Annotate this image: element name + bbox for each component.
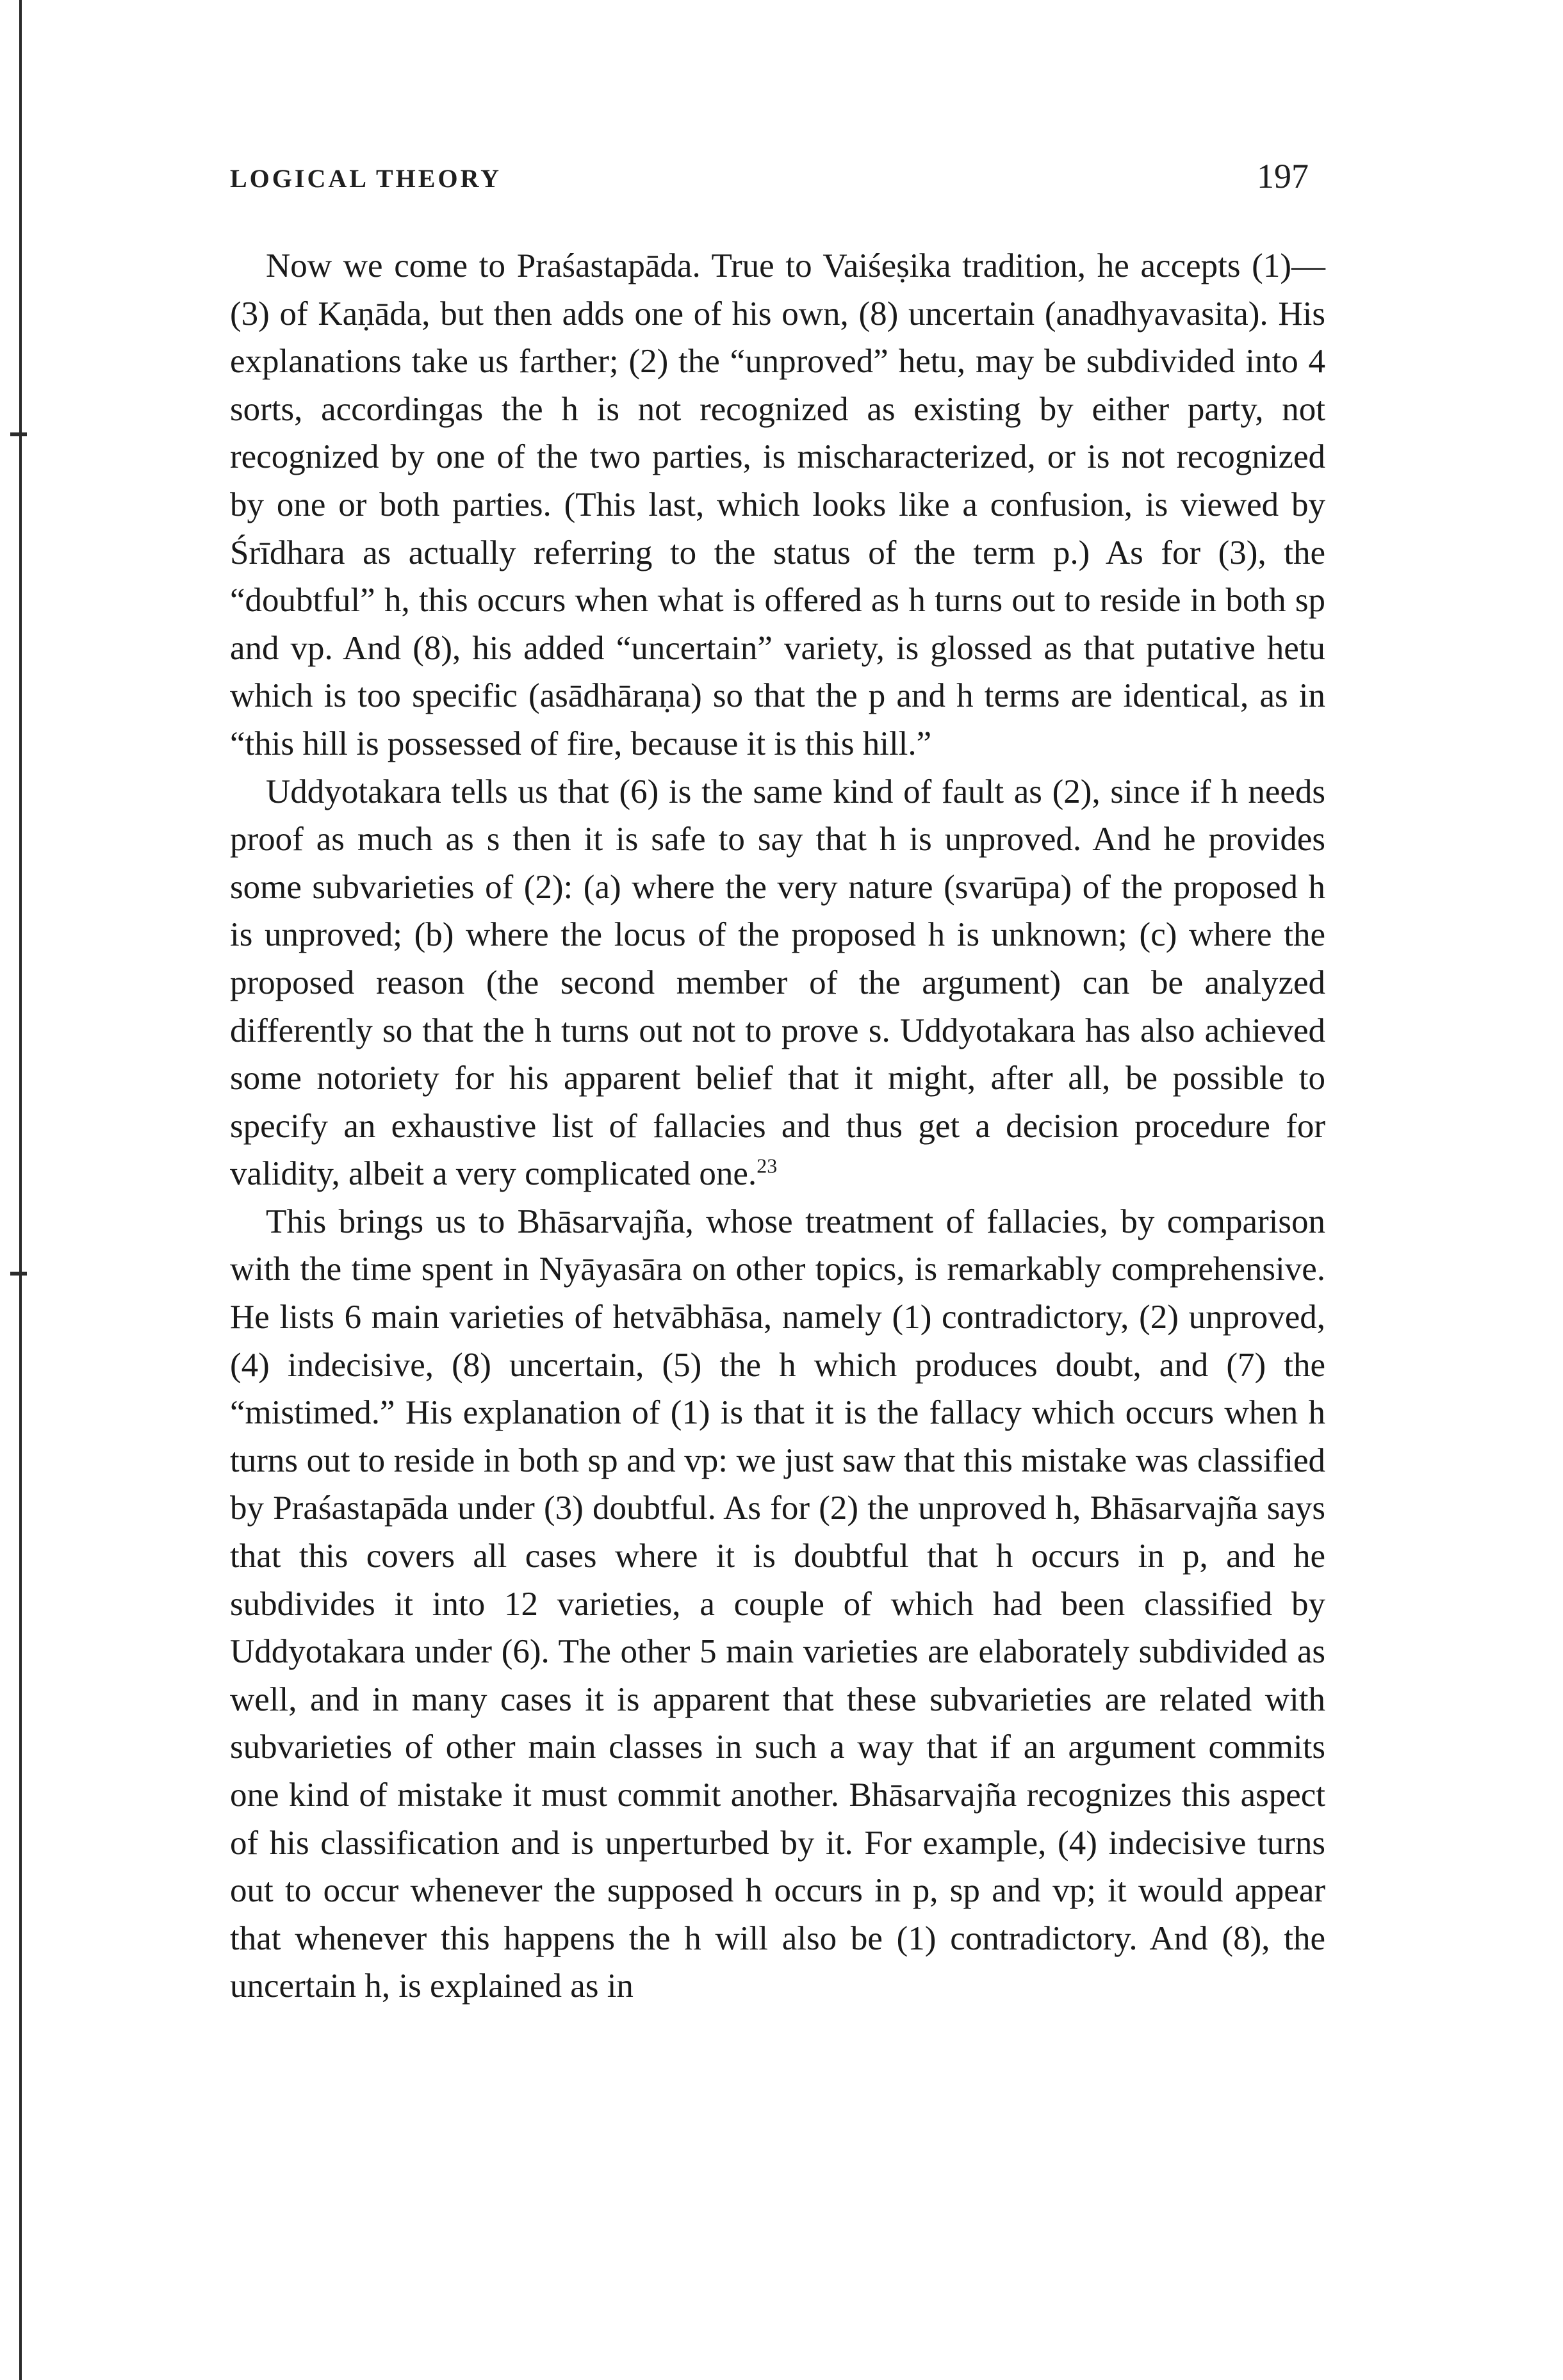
edge-mark — [10, 432, 27, 436]
edge-mark — [10, 1272, 27, 1276]
paragraph — [230, 242, 1325, 768]
paragraph-text: This brings us to Bhāsarvajña, whose treatment of fallacies, by comparison with the time spent in Nyāyasāra on other topics, is remarkably comprehensive. He lists 6 main varieties of hetvābhāsa, namely (1) contradictory, (2) unproved, (4) indecisive, (8) uncertain, (5) the h which produces doubt, and (7) the “mistimed.” His explanation of (1) is that it is the fallacy which occurs when h turns out to reside in both sp and vp: we just saw that this mistake was classified by Praśastapāda under (3) doubtful. As for (2) the unproved h, Bhāsarvajña says that this covers all cases where it is doubtful that h occurs in p, and he subdivides it into 12 varieties, a couple of which had been classified by Uddyotakara under (6). The other 5 main varieties are elaborately subdivided as well, and in many cases it is apparent that these subvarieties are related with subvarieties of other main classes in such a way that if an argument commits one kind of mistake it must commit another. Bhāsarvajña recognizes this aspect of his classification and is unperturbed by it. For example, (4) indecisive turns out to occur whenever the supposed h occurs in p, sp and vp; it would appear that whenever this happens the h will also be (1) contradictory. And (8), the uncertain h, is explained as in — [230, 1202, 1325, 2005]
paragraph-text: Now we come to Praśastapāda. True to Vaiśeṣika tradition, he accepts (1)—(3) of Kaṇāda, but then adds one of his own, (8) uncertain (anadhyavasita). His explanations take us farther; (2) the “unproved” hetu, may be subdivided into 4 sorts, accordingas the h is not recognized as existing by either party, not recognized by one of the two parties, is mischaracterized, or is not recognized by one or both parties. (This last, which looks like a confusion, is viewed by Śrīdhara as actually referring to the status of the term p.) As for (3), the “doubtful” h, this occurs when what is offered as h turns out to reside in both sp and vp. And (8), his added “uncertain” variety, is glossed as that putative hetu which is too specific (asādhāraṇa) so that the p and h terms are identical, as in “this hill is possessed of fire, because it is this hill.” — [230, 247, 1325, 762]
footnote-marker: 23 — [757, 1154, 778, 1178]
page-edge-line — [19, 0, 22, 2380]
running-head: LOGICAL THEORY — [230, 164, 502, 193]
paragraph — [230, 768, 1325, 1198]
body-text — [230, 242, 1325, 2010]
paragraph-text: Uddyotakara tells us that (6) is the same kind of fault as (2), since if h needs proof as much as s then it is safe to say that h is unproved. And he provides some subvarieties of (2): (a) where the very nature (svarūpa) of the proposed h is unproved; (b) where the locus of the proposed h is unknown; (c) where the proposed reason (the second member of the argument) can be analyzed differently so that the h turns out not to prove s. Uddyotakara has also achieved some notoriety for his apparent belief that it might, after all, be possible to specify an exhaustive list of fallacies and thus get a decision procedure for validity, albeit a very complicated one. — [230, 773, 1325, 1193]
paragraph — [230, 1198, 1325, 2010]
page-number: 197 — [1257, 157, 1309, 195]
